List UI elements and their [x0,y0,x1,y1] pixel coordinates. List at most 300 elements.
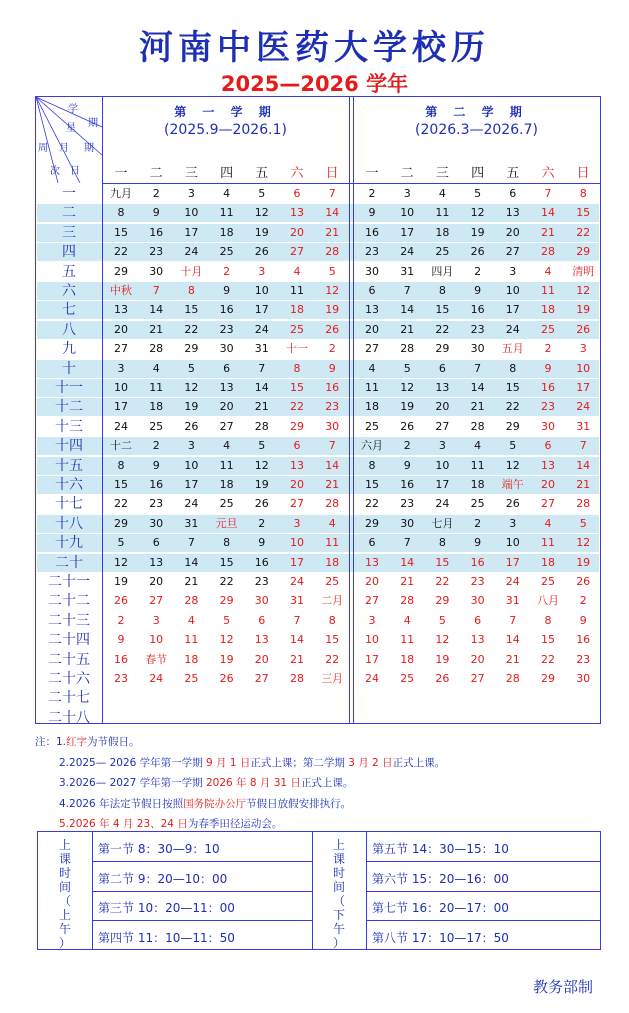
date-cell: 19 [254,225,269,239]
corner-ri: 日 [70,166,80,177]
date-cell: 27 [290,497,304,511]
date-cell: 19 [576,555,591,569]
date-cell: 19 [576,303,591,317]
date-cell: 6 [293,439,301,453]
date-cell: 8 [368,458,376,472]
date-cell: 26 [184,419,199,433]
date-cell: 八月 [537,594,559,608]
notes [35,732,605,835]
date-cell: 28 [149,342,164,356]
calendar-table [35,96,601,724]
date-cell: 23 [325,400,340,414]
date-cell: 3 [117,361,125,375]
weekday-header: 六 [541,166,555,181]
weekday-header: 五 [506,166,520,181]
date-cell: 4 [223,187,231,200]
date-cell: 20 [505,225,520,239]
date-cell: 4 [544,516,552,530]
date-cell: 16 [114,652,128,666]
weekday-header: 日 [325,166,339,181]
week-number: 十八 [55,515,83,532]
date-cell: 十二 [110,439,132,453]
corner-zhou: 周 [38,143,48,154]
date-cell: 2 [579,594,587,608]
date-cell: 27 [541,497,555,511]
date-cell: 8 [117,206,125,220]
date-cell: 端午 [501,478,524,491]
date-cell: 17 [505,555,520,569]
corner-xing: 星 [66,123,76,134]
date-cell: 6 [438,361,446,375]
date-cell: 31 [400,264,415,278]
date-cell: 10 [149,633,164,647]
weekday-header: 三 [184,166,198,181]
semester2-title: 第 二 学 期 [425,105,528,119]
date-cell: 16 [149,478,164,491]
date-cell: 7 [187,536,195,550]
schedule-label-char: （ [58,894,71,908]
date-cell: 11 [400,633,415,647]
date-cell: 23 [365,245,379,259]
date-cell: 18 [365,400,379,414]
week-number: 二十三 [48,612,90,629]
schedule-label-char: 上 [58,838,71,852]
date-cell: 28 [505,672,520,685]
date-cell: 5 [258,439,266,453]
schedule-label-char: 上 [332,838,345,852]
week-number: 十三 [55,418,83,435]
date-cell: 4 [152,361,160,375]
date-cell: 23 [219,322,234,336]
date-cell: 18 [435,225,450,239]
date-cell: 3 [579,342,587,356]
date-cell: 19 [325,303,340,317]
date-cell: 29 [435,342,450,356]
date-cell: 4 [223,439,231,453]
date-cell: 7 [544,187,552,200]
date-cell: 11 [541,284,555,297]
date-cell: 12 [400,381,415,394]
weekday-header: 四 [220,166,234,181]
date-cell: 12 [219,633,234,647]
date-cell: 19 [184,400,199,414]
date-cell: 29 [219,594,234,608]
date-cell: 28 [325,245,340,259]
date-cell: 9 [152,206,160,220]
date-cell: 17 [505,303,520,317]
week-number: 十七 [55,496,83,513]
schedule-label-char: ） [332,936,345,950]
date-cell: 16 [576,633,591,647]
date-cell: 17 [290,555,304,569]
date-cell: 30 [254,594,269,608]
date-cell: 30 [541,419,555,433]
date-cell: 10 [576,361,591,375]
date-cell: 十一 [286,342,308,356]
date-cell: 28 [290,672,304,685]
date-cell: 26 [400,419,415,433]
week-number: 六 [62,283,76,299]
week-number: 十二 [55,399,83,416]
date-cell: 9 [474,536,482,550]
date-cell: 27 [470,672,485,685]
date-cell: 29 [114,516,128,530]
date-cell: 17 [114,400,128,414]
date-cell: 清明 [572,264,595,278]
date-cell: 22 [290,400,304,414]
date-cell: 23 [254,575,269,588]
date-cell: 21 [184,575,199,588]
schedule-label-char: 午 [58,922,71,936]
date-cell: 30 [149,516,164,530]
date-cell: 2 [474,516,482,530]
date-cell: 5 [509,439,517,453]
class-period: 第八节 17：10—17：50 [372,930,509,945]
date-cell: 17 [254,303,269,317]
date-cell: 3 [187,187,195,200]
date-cell: 16 [149,225,164,239]
date-cell: 5 [258,187,266,200]
academic-year: 2025—2026 学年 [220,72,409,96]
date-cell: 12 [325,284,340,297]
date-cell: 4 [328,516,336,530]
date-cell: 5 [187,361,195,375]
date-cell: 27 [219,419,234,433]
date-cell: 15 [219,555,234,569]
date-cell: 21 [325,478,340,491]
note-2: 2.2025— 2026 学年第一学期 9 月 1 日正式上课；第二学期 3 月 2 日正式上课。 [59,756,446,769]
date-cell: 12 [435,633,450,647]
date-cell: 28 [400,594,415,608]
date-cell: 7 [258,361,266,375]
date-cell: 11 [219,206,234,220]
date-cell: 6 [368,284,376,297]
date-cell: 19 [114,575,128,588]
date-cell: 10 [114,381,128,394]
date-cell: 25 [435,245,450,259]
date-cell: 30 [149,264,164,278]
class-period: 第五节 14：30—15：10 [372,842,509,856]
date-cell: 9 [328,361,336,375]
date-cell: 28 [541,245,555,259]
date-cell: 11 [184,633,199,647]
date-cell: 5 [328,264,336,278]
date-cell: 24 [505,575,520,588]
date-cell: 16 [400,478,415,491]
weekday-header: 六 [290,166,304,181]
date-cell: 13 [435,381,450,394]
date-cell: 15 [114,225,128,239]
date-cell: 11 [149,381,164,394]
schedule-label-char: ） [58,936,71,950]
page-title: 河南中医药大学校历 [139,28,490,68]
date-cell: 8 [328,613,336,627]
date-cell: 10 [184,458,199,472]
date-cell: 17 [400,225,415,239]
week-number: 十九 [55,535,83,552]
weekday-header: 一 [114,166,128,181]
date-cell: 九月 [110,187,132,200]
date-cell: 5 [117,536,125,550]
date-cell: 2 [152,439,160,453]
date-cell: 11 [435,206,450,220]
date-cell: 13 [505,206,520,220]
date-cell: 10 [184,206,199,220]
week-number: 二十六 [48,671,90,687]
date-cell: 15 [184,303,199,317]
date-cell: 10 [254,284,269,297]
date-cell: 19 [400,400,415,414]
date-cell: 19 [219,652,234,666]
date-cell: 8 [187,284,195,297]
date-cell: 15 [114,478,128,491]
date-cell: 5 [474,187,482,200]
date-cell: 31 [184,516,199,530]
date-cell: 四月 [431,264,454,278]
date-cell: 8 [579,187,587,200]
schedule-label-char: 午 [332,922,345,936]
semester1-range: (2025.9—2026.1) [164,122,287,138]
date-cell: 26 [435,672,450,685]
date-cell: 4 [403,613,411,627]
note-1: 注：1.红字为节假日。 [35,736,140,748]
date-cell: 5 [579,516,587,530]
date-cell: 2 [152,187,160,200]
date-cell: 7 [403,284,411,297]
date-cell: 20 [365,575,379,588]
date-cell: 29 [576,245,591,259]
date-cell: 24 [576,400,591,414]
date-cell: 9 [579,613,587,627]
date-cell: 15 [576,206,591,220]
date-cell: 21 [505,652,520,666]
week-number: 十四 [55,438,83,455]
date-cell: 26 [505,497,520,511]
week-number: 四 [62,244,76,261]
date-cell: 20 [254,652,269,666]
date-cell: 2 [368,187,376,200]
date-cell: 17 [184,478,199,491]
schedule-label-char: 间 [332,880,345,894]
weekday-header: 一 [365,166,379,181]
date-cell: 27 [290,245,304,259]
weekday-header: 二 [149,166,163,181]
date-cell: 25 [219,497,234,511]
date-cell: 22 [114,245,128,259]
date-cell: 25 [365,419,379,433]
date-cell: 30 [400,516,415,530]
date-cell: 21 [254,400,269,414]
date-cell: 7 [328,439,336,453]
date-cell: 14 [470,381,485,394]
date-cell: 18 [325,555,340,569]
date-cell: 27 [149,594,164,608]
date-cell: 29 [114,264,128,278]
schedule-label-char: （ [332,894,345,908]
corner-header [36,97,102,183]
date-cell: 23 [541,400,555,414]
week-number: 九 [62,341,76,358]
date-cell: 14 [400,303,415,317]
date-cell: 20 [219,400,234,414]
date-cell: 9 [368,206,376,220]
date-cell: 4 [544,264,552,278]
date-cell: 21 [470,400,485,414]
date-cell: 14 [576,458,591,472]
date-cell: 10 [290,536,304,550]
date-cell: 2 [117,613,125,627]
date-cell: 21 [541,225,555,239]
week-number: 十五 [55,457,83,474]
date-cell: 7 [474,361,482,375]
date-cell: 13 [290,206,304,220]
date-cell: 15 [290,381,304,394]
date-cell: 26 [219,672,234,685]
date-cell: 6 [368,536,376,550]
date-cell: 18 [470,478,485,491]
date-cell: 十月 [180,264,203,278]
date-cell: 18 [541,555,555,569]
date-cell: 10 [400,206,415,220]
date-cell: 3 [187,439,195,453]
date-cell: 16 [541,381,555,394]
date-cell: 29 [505,419,520,433]
date-cell: 12 [576,284,591,297]
date-cell: 14 [254,381,269,394]
corner-qi: 期 [88,118,98,129]
date-cell: 12 [114,555,128,569]
schedule-label-char: 时 [332,866,345,880]
date-cell: 16 [325,381,340,394]
date-cell: 7 [403,536,411,550]
date-cell: 24 [290,575,304,588]
date-cell: 20 [149,575,164,588]
week-number: 三 [62,224,76,241]
date-cell: 27 [435,419,450,433]
date-cell: 28 [400,342,415,356]
date-cell: 8 [544,613,552,627]
week-number: 十一 [55,380,83,396]
note-5: 5.2026 年 4 月 23、24 日为春季田径运动会。 [59,818,283,830]
date-cell: 21 [400,575,415,588]
date-cell: 24 [365,672,379,685]
week-number: 二十七 [48,690,90,707]
date-cell: 15 [505,381,520,394]
date-cell: 13 [365,303,379,317]
date-cell: 5 [438,613,446,627]
date-cell: 23 [149,497,164,511]
class-period: 第二节 9：20—10：00 [98,871,228,886]
date-cell: 17 [184,225,199,239]
date-cell: 8 [438,536,446,550]
date-cell: 14 [149,303,164,317]
date-cell: 27 [114,342,128,356]
date-cell: 29 [290,419,304,433]
date-cell: 16 [365,225,379,239]
date-cell: 4 [187,613,195,627]
weekday-header: 五 [255,166,269,181]
date-cell: 6 [544,439,552,453]
date-cell: 8 [117,458,125,472]
date-cell: 21 [576,478,591,491]
date-cell: 18 [219,478,234,491]
date-cell: 14 [184,555,199,569]
schedule-label-char: 上 [58,908,71,922]
weekday-header: 日 [576,166,590,181]
date-cell: 17 [576,381,591,394]
date-cell: 13 [149,555,164,569]
date-cell: 24 [184,497,199,511]
date-cell: 9 [544,361,552,375]
date-cell: 12 [254,458,269,472]
date-cell: 8 [438,284,446,297]
date-cell: 24 [184,245,199,259]
date-cell: 18 [149,400,164,414]
date-cell: 21 [149,322,164,336]
week-number: 五 [62,263,76,280]
date-cell: 21 [325,225,340,239]
date-cell: 13 [219,381,234,394]
date-cell: 11 [325,536,340,550]
date-cell: 22 [541,652,555,666]
class-period: 第一节 8：30—9：10 [98,842,220,856]
date-cell: 31 [290,594,304,608]
date-cell: 4 [474,439,482,453]
schedule-label-char: 间 [58,880,71,894]
date-cell: 4 [368,361,376,375]
week-number: 一 [62,186,76,202]
week-number: 二十五 [48,651,90,668]
date-cell: 23 [114,672,128,685]
date-cell: 22 [219,575,234,588]
date-cell: 七月 [431,516,454,530]
date-cell: 13 [114,303,128,317]
date-cell: 12 [505,458,520,472]
date-cell: 7 [509,613,517,627]
week-number: 二十 [55,554,83,571]
schedule-label-char: 时 [58,866,71,880]
date-cell: 24 [114,419,128,433]
date-cell: 三月 [321,672,344,685]
date-cell: 13 [290,458,304,472]
date-cell: 25 [290,322,304,336]
date-cell: 19 [254,478,269,491]
week-number: 十 [62,360,76,377]
date-cell: 11 [470,458,485,472]
date-cell: 25 [149,419,164,433]
week-number: 二十二 [48,593,90,610]
date-cell: 26 [576,322,591,336]
date-cell: 20 [290,478,304,491]
date-cell: 24 [400,245,415,259]
class-period: 第四节 11：10—11：50 [98,930,235,945]
date-cell: 9 [152,458,160,472]
date-cell: 30 [470,342,485,356]
date-cell: 11 [219,458,234,472]
corner-yue: 月 [59,143,69,154]
date-cell: 9 [258,536,266,550]
date-cell: 中秋 [110,284,132,297]
date-cell: 六月 [361,439,383,453]
date-cell: 5 [223,613,231,627]
date-cell: 25 [470,497,485,511]
date-cell: 12 [576,536,591,550]
date-cell: 6 [509,187,517,200]
date-cell: 元旦 [215,516,238,530]
date-cell: 7 [293,613,301,627]
corner-xue: 学 [68,104,78,115]
date-cell: 15 [541,633,555,647]
